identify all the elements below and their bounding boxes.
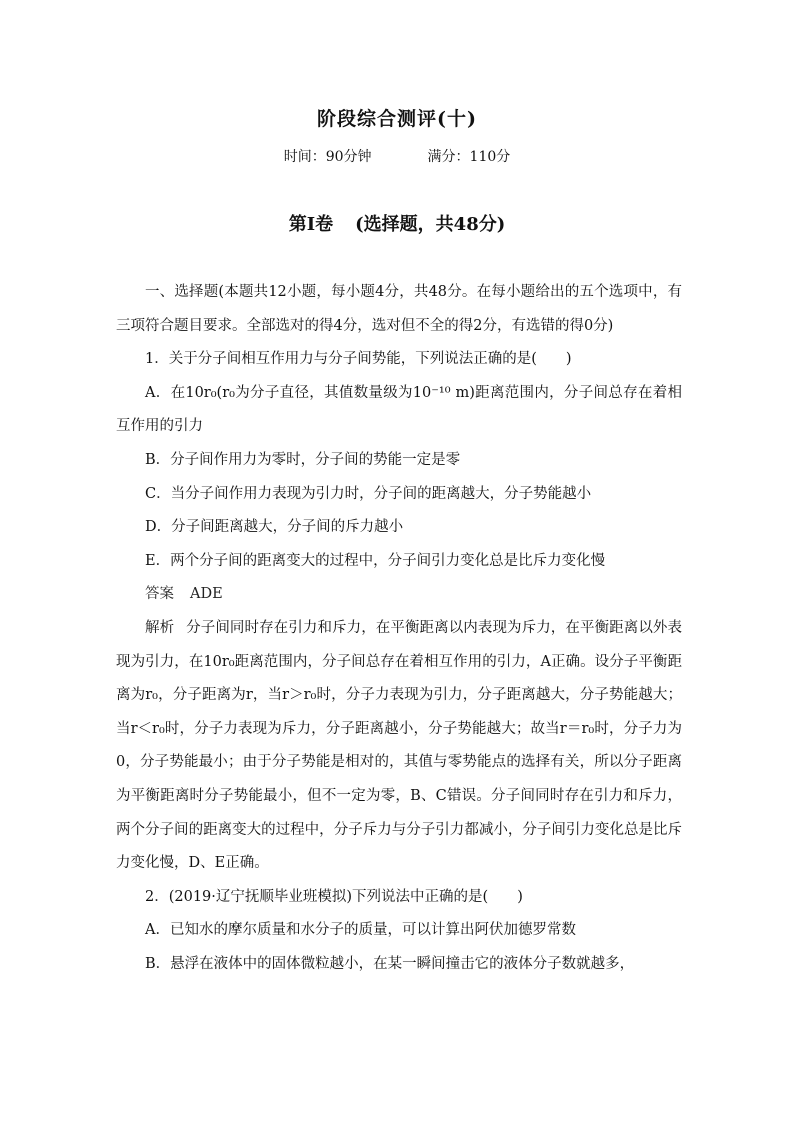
section-title: 第Ⅰ卷 bbox=[288, 214, 334, 235]
question-1-stem: 1．关于分子间相互作用力与分子间势能，下列说法正确的是( ) bbox=[145, 351, 572, 368]
question-1-option-c: C．当分子间作用力表现为引力时，分子间的距离越大，分子势能越小 bbox=[145, 485, 592, 502]
answer-label: 答案 bbox=[145, 586, 174, 603]
question-1-answer bbox=[116, 578, 682, 612]
question-2-option-a: A．已知水的摩尔质量和水分子的质量，可以计算出阿伏加德罗常数 bbox=[145, 922, 576, 939]
page-title: 阶段综合测评(十) bbox=[317, 108, 477, 130]
question-1-option-b: B．分子间作用力为零时，分子间的势能一定是零 bbox=[145, 451, 461, 468]
section-subtitle: (选择题，共48分) bbox=[355, 214, 506, 235]
section-heading bbox=[0, 210, 794, 236]
full-score: 满分：110分 bbox=[427, 149, 511, 165]
question-2-stem: 2．(2019·辽宁抚顺毕业班模拟)下列说法中正确的是( ) bbox=[145, 888, 523, 905]
question-1-option-d: D．分子间距离越大，分子间的斥力越小 bbox=[145, 519, 404, 536]
analysis-label: 解析 bbox=[145, 619, 175, 636]
question-1-analysis bbox=[116, 612, 682, 881]
answer-value: ADE bbox=[190, 586, 223, 603]
time-limit: 时间：90分钟 bbox=[283, 149, 372, 165]
document-body bbox=[116, 276, 682, 981]
question-2-option-b: B．悬浮在液体中的固体微粒越小，在某一瞬间撞击它的液体分子数就越多， bbox=[145, 955, 635, 972]
analysis-text: 分子间同时存在引力和斥力，在平衡距离以内表现为斥力，在平衡距离以外表现为引力，在10r₀距离范围内，分子间总存在着相互作用的引力，A正确。设分子平衡距离为r₀，分子距离为r，当r＞r₀时，分子力表现为引力，分子距离越大，分子势能越大；当r＜r₀时，分子力表现为斥力，分子距离越小，分子势能越大；故当r＝r₀时，分子力为0，分子势能最小；由于分子势能是相对的，其值与零势能点的选择有关，所以分子距离为平衡距离时分子势能最小，但不一定为零，B、C错误。分子间同时存在引力和斥力，两个分子间的距离变大的过程中，分子斥力与分子引力都减小，分子间引力变化总是比斥力变化慢，D、E正确。 bbox=[116, 619, 682, 872]
instructions: 一、选择题(本题共12小题，每小题4分，共48分。在每小题给出的五个选项中，有三项符合题目要求。全部选对的得4分，选对但不全的得2分，有选错的得0分) bbox=[116, 284, 682, 334]
question-1-option-a: A．在10r₀(r₀为分子直径，其值数量级为10⁻¹⁰ m)距离范围内，分子间总存在着相互作用的引力 bbox=[116, 384, 682, 435]
exam-meta bbox=[0, 146, 794, 166]
question-1-option-e: E．两个分子间的距离变大的过程中，分子间引力变化总是比斥力变化慢 bbox=[145, 552, 606, 569]
